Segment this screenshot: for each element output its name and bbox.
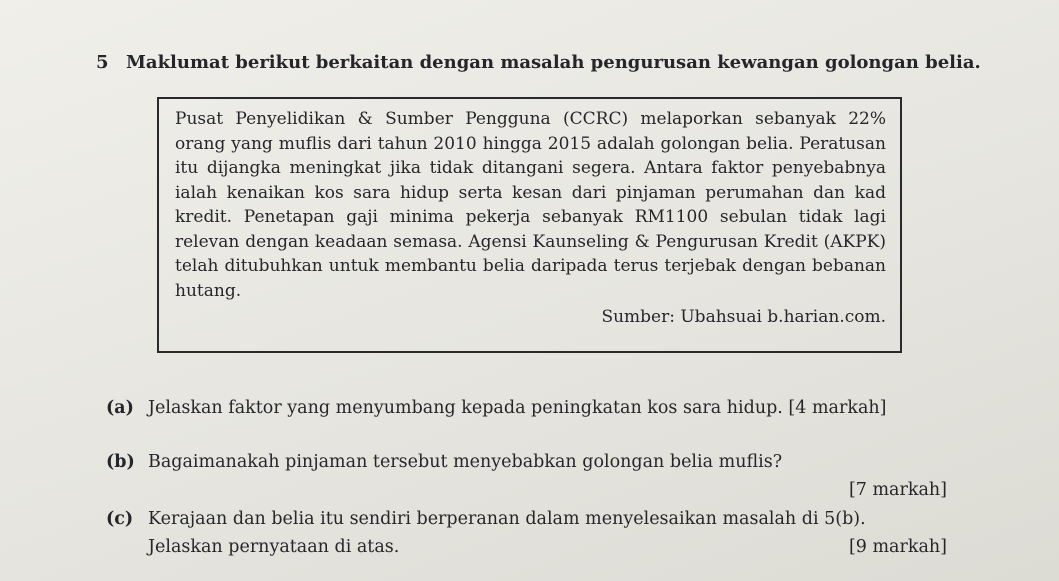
part-b-marks: [7 markah]	[848, 480, 947, 500]
part-b-text: Bagaimanakah pinjaman tersebut menyebabkan golongan belia muflis?	[148, 452, 783, 472]
question-header	[96, 52, 981, 73]
passage-source: Sumber: Ubahsuai b.harian.com.	[601, 307, 886, 327]
part-c	[106, 509, 866, 529]
passage-box	[157, 97, 902, 353]
part-b-label: (b)	[106, 452, 135, 472]
question-intro: Maklumat berikut berkaitan dengan masalah pengurusan kewangan golongan belia.	[126, 52, 981, 73]
part-a	[106, 398, 886, 418]
part-a-label: (a)	[106, 398, 134, 418]
part-c-marks: [9 markah]	[848, 537, 947, 557]
part-c-text: Kerajaan dan belia itu sendiri berperanan dalam menyelesaikan masalah di 5(b).	[148, 509, 866, 529]
part-b	[106, 452, 782, 472]
part-c-label: (c)	[106, 509, 134, 529]
part-a-text: Jelaskan faktor yang menyumbang kepada peningkatan kos sara hidup. [4 markah]	[148, 398, 887, 418]
passage-text: Pusat Penyelidikan & Sumber Pengguna (CCRC) melaporkan sebanyak 22% orang yang muflis dari tahun 2010 hingga 2015 adalah golongan belia. Peratusan itu dijangka meningkat jika tidak ditangani segera. Antara faktor penyebabnya ialah kenaikan kos sara hidup serta kesan dari pinjaman perumahan dan kad kredit. Penetapan gaji minima pekerja sebanyak RM1100 sebulan tidak lagi relevan dengan keadaan semasa. Agensi Kaunseling & Pengurusan Kredit (AKPK) telah ditubuhkan untuk membantu belia daripada terus terjebak dengan bebanan hutang.	[175, 109, 886, 301]
question-number: 5	[96, 52, 109, 73]
part-c-text-2: Jelaskan pernyataan di atas.	[148, 537, 400, 557]
